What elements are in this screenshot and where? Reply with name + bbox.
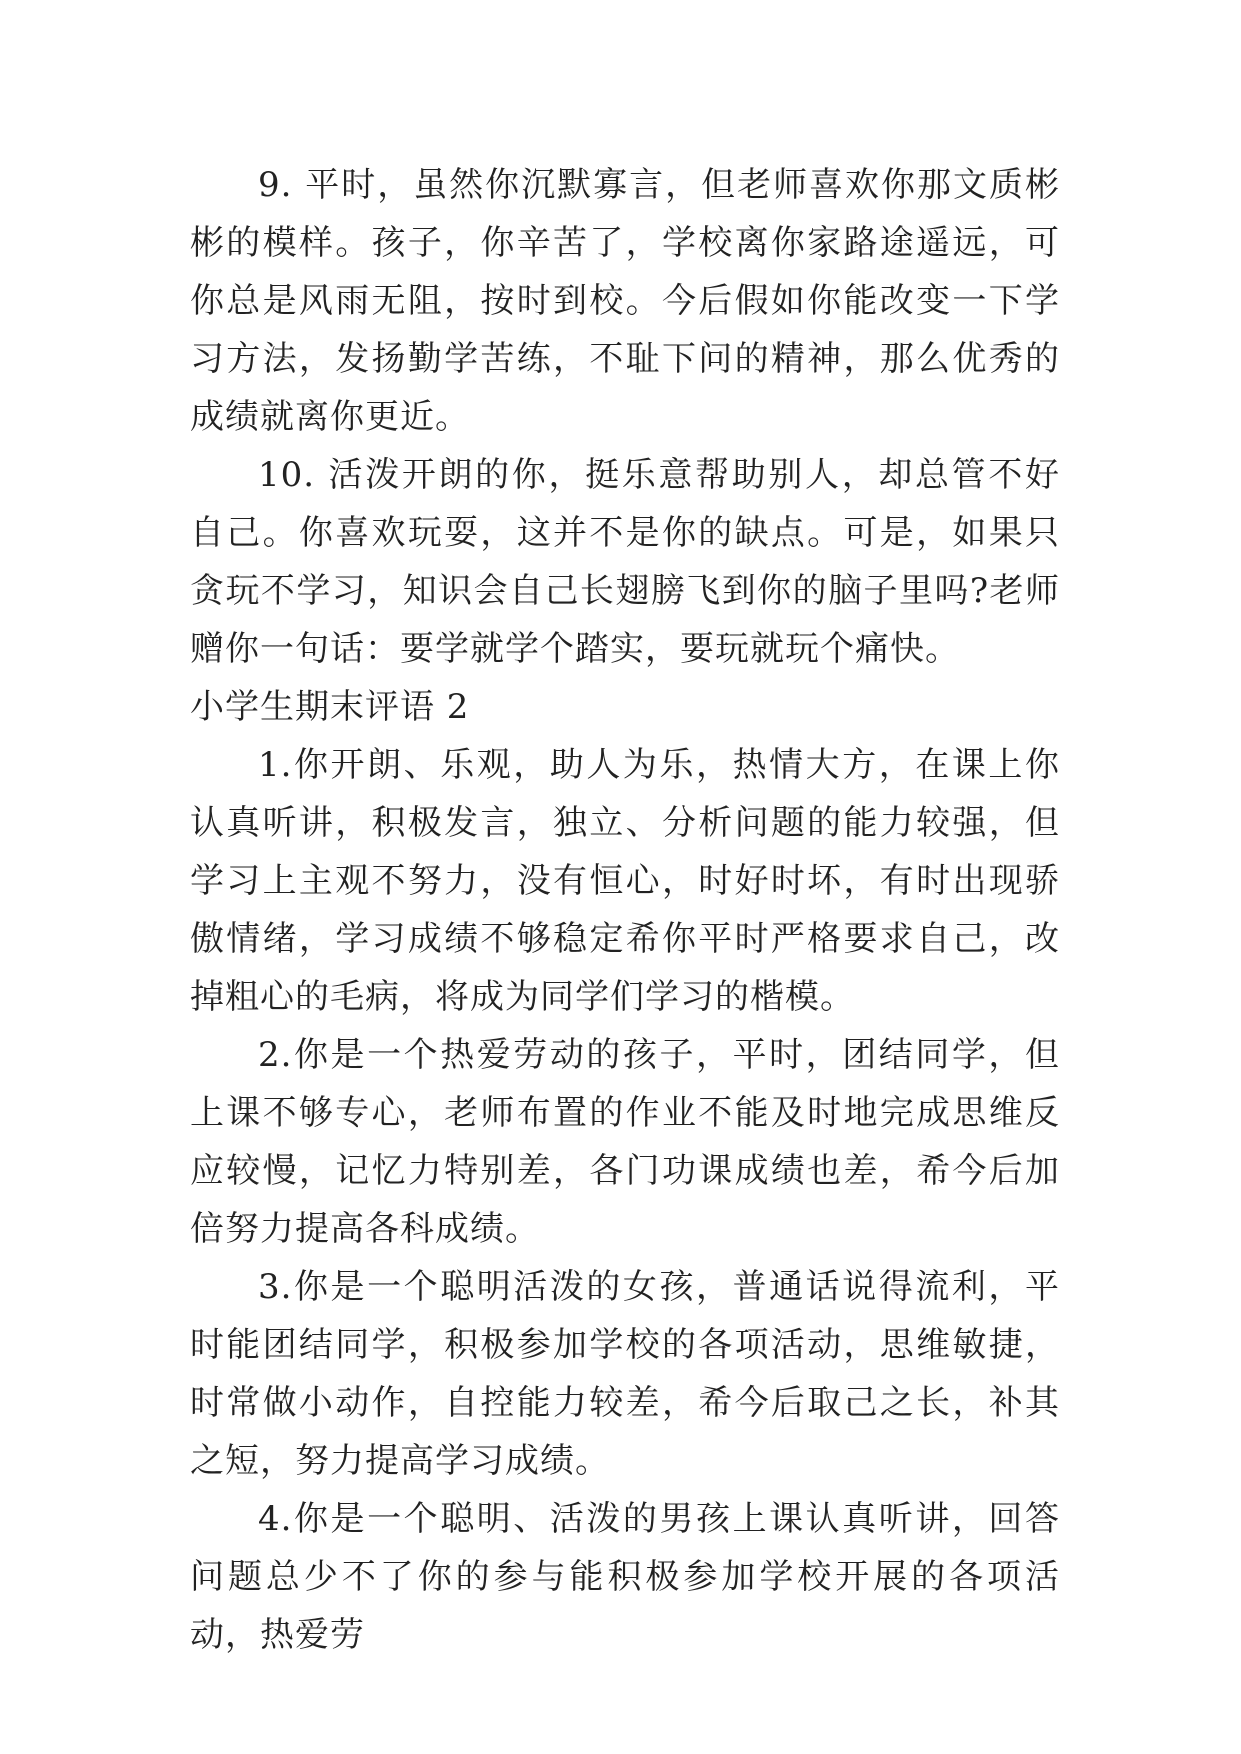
comment-paragraph-2: 2.你是一个热爱劳动的孩子，平时，团结同学，但上课不够专心，老师布置的作业不能及时地完成思维反应较慢，记忆力特别差，各门功课成绩也差，希今后加倍努力提高各科成绩。: [190, 1035, 1060, 1249]
comment-paragraph-10: 10. 活泼开朗的你，挺乐意帮助别人，却总管不好自己。你喜欢玩耍，这并不是你的缺点。可是，如果只贪玩不学习，知识会自己长翅膀飞到你的脑子里吗?老师赠你一句话：要学就学个踏实，要玩就玩个痛快。: [190, 455, 1060, 669]
section-heading: 小学生期末评语 2: [190, 687, 470, 727]
comment-paragraph-3: 3.你是一个聪明活泼的女孩，普通话说得流利，平时能团结同学，积极参加学校的各项活动，思维敏捷，时常做小动作，自控能力较差，希今后取己之长，补其之短，努力提高学习成绩。: [190, 1267, 1060, 1481]
comment-paragraph-1: 1.你开朗、乐观，助人为乐，热情大方，在课上你认真听讲，积极发言，独立、分析问题的能力较强，但学习上主观不努力，没有恒心，时好时坏，有时出现骄傲情绪，学习成绩不够稳定希你平时严格要求自己，改掉粗心的毛病，将成为同学们学习的楷模。: [190, 745, 1060, 1017]
comment-paragraph-9: 9. 平时，虽然你沉默寡言，但老师喜欢你那文质彬彬的模样。孩子，你辛苦了，学校离你家路途遥远，可你总是风雨无阻，按时到校。今后假如你能改变一下学习方法，发扬勤学苦练，不耻下问的精神，那么优秀的成绩就离你更近。: [190, 165, 1060, 437]
document-body: [190, 156, 1060, 1664]
comment-paragraph-4: 4.你是一个聪明、活泼的男孩上课认真听讲，回答问题总少不了你的参与能积极参加学校开展的各项活动，热爱劳: [190, 1499, 1060, 1655]
